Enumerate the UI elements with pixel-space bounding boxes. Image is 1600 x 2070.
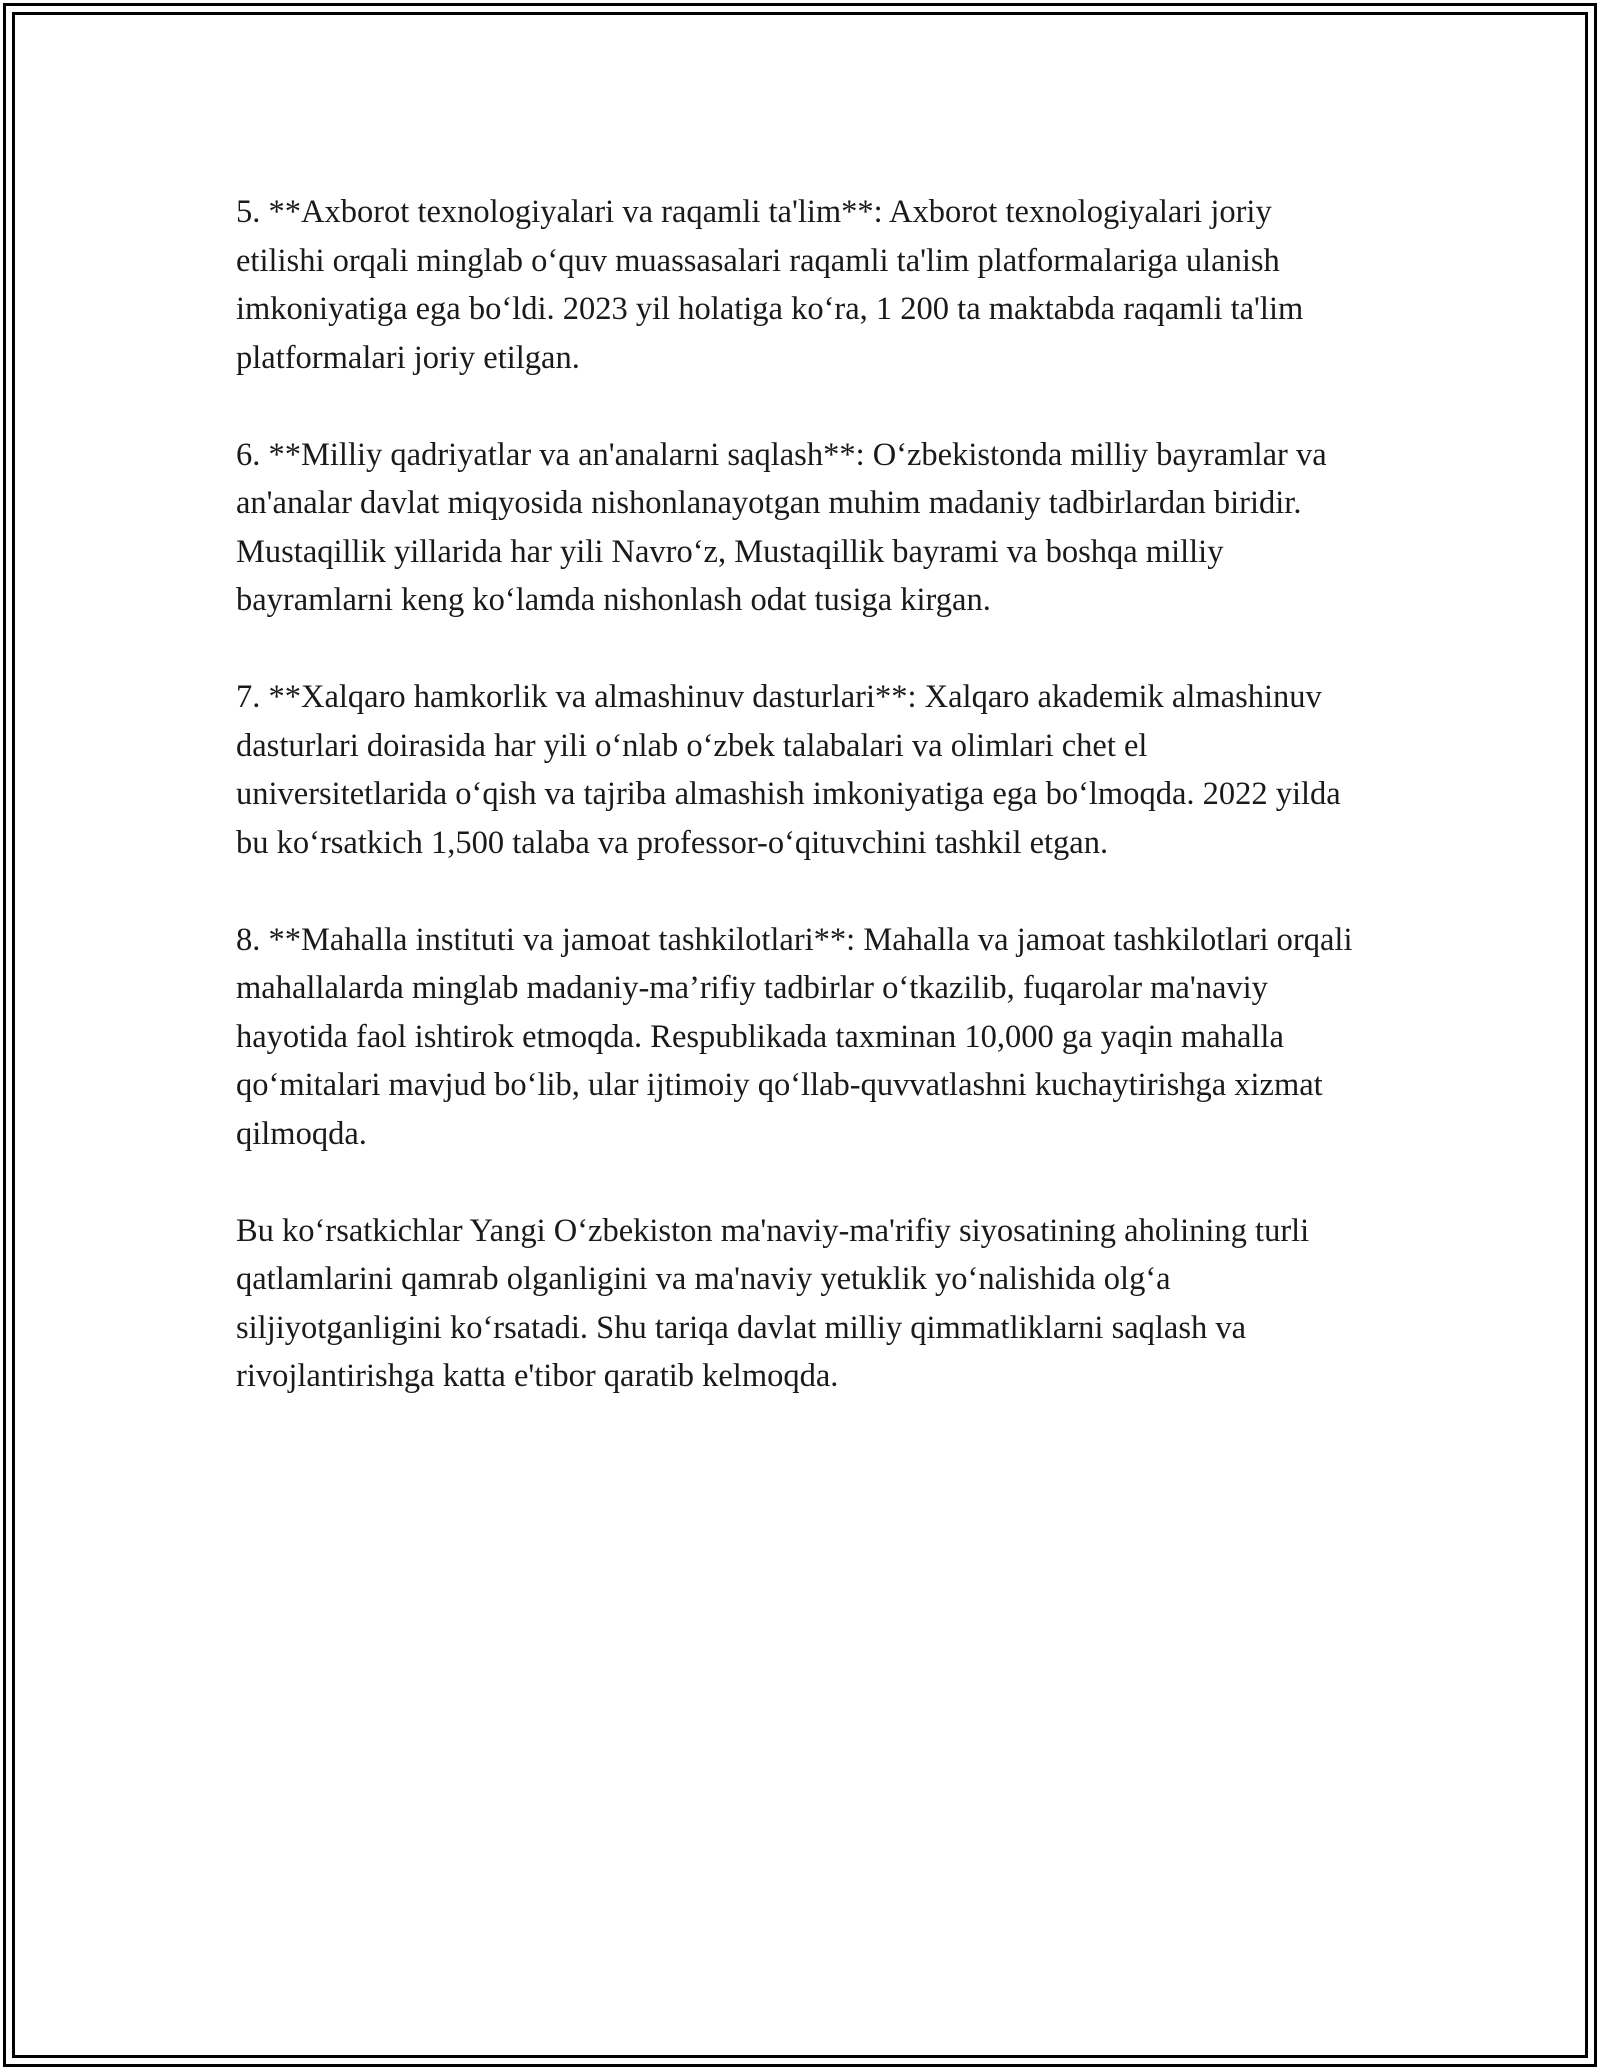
paragraph-item-7: 7. **Xalqaro hamkorlik va almashinuv dasturlari**: Xalqaro akademik almashinuv dasturlari doirasida har yili o‘nlab o‘zbek talabalari va olimlari chet el universitetlarida o‘qish va tajriba almashish imkoniyatiga ega bo‘lmoqda. 2022 yilda bu ko‘rsatkich 1,500 talaba va professor-o‘qituvchini tashkil etgan. bbox=[236, 679, 1341, 861]
paragraph-item-8: 8. **Mahalla instituti va jamoat tashkilotlari**: Mahalla va jamoat tashkilotlari orqali mahallalarda minglab madaniy-ma’rifiy tadbirlar o‘tkazilib, fuqarolar ma'naviy hayotida faol ishtirok etmoqda. Respublikada taxminan 10,000 ga yaqin mahalla qo‘mitalari mavjud bo‘lib, ular ijtimoiy qo‘llab-quvvatlashni kuchaytirishga xizmat qilmoqda. bbox=[236, 921, 1353, 1152]
paragraph-item-5: 5. **Axborot texnologiyalari va raqamli ta'lim**: Axborot texnologiyalari joriy etilishi orqali minglab o‘quv muassasalari raqamli ta'lim platformalariga ulanish imkoniyatiga ega bo‘ldi. 2023 yil holatiga ko‘ra, 1 200 ta maktabda raqamli ta'lim platformalari joriy etilgan. bbox=[236, 194, 1304, 376]
paragraph-conclusion: Bu ko‘rsatkichlar Yangi O‘zbekiston ma'naviy-ma'rifiy siyosatining aholining turli qatlamlarini qamrab olganligini va ma'naviy yetuklik yo‘nalishida olg‘a siljiyotganligini ko‘rsatadi. Shu tariqa davlat milliy qimmatliklarni saqlash va rivojlantirishga katta e'tibor qaratib kelmoqda. bbox=[236, 1212, 1310, 1394]
paragraph-item-6: 6. **Milliy qadriyatlar va an'analarni saqlash**: O‘zbekistonda milliy bayramlar va an'analar davlat miqyosida nishonlanayotgan muhim madaniy tadbirlardan biridir. Mustaqillik yillarida har yili Navro‘z, Mustaqillik bayrami va boshqa milliy bayramlarni keng ko‘lamda nishonlash odat tusiga kirgan. bbox=[236, 436, 1327, 618]
document-body bbox=[236, 188, 1366, 1449]
